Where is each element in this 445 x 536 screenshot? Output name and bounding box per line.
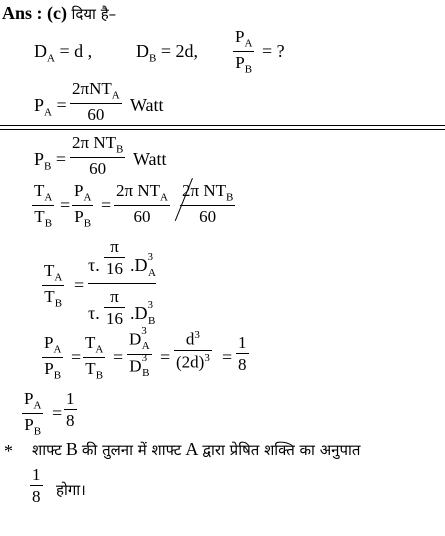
pb-lhs: $P_B$ = <box>34 149 67 173</box>
note-one-eighth: 1 8 <box>32 465 41 506</box>
note-tail: होगा। <box>56 481 86 499</box>
pb-unit: Watt <box>133 149 167 169</box>
given-question: = ? <box>262 41 285 61</box>
given-da: $D_A = d$ , <box>34 41 93 65</box>
answer-hindi-text: दिया है– <box>71 5 117 23</box>
chain-one-eighth: 1 8 <box>238 333 247 374</box>
torque-ratio-lhs: $T_A$ $T_B$ <box>44 261 63 310</box>
pa-fraction: 2πNT$_A$ 60 <box>72 79 120 125</box>
power-a-fraction: 2π $NT_A$ 60 <box>116 181 168 227</box>
pi-over-16-bottom: π 16 <box>106 287 123 328</box>
chain-d-over-2d: $d^3$ $(2d)^3$ <box>176 329 210 372</box>
chain-da-db: $D^3_A$ $D^3_B$ <box>129 325 150 380</box>
given-power-ratio: $P_A$ $P_B$ <box>235 27 253 76</box>
eq-sign: = <box>74 275 85 295</box>
pa-pb-fraction: $P_A$ $P_B$ <box>74 181 92 230</box>
pi-over-16-top: π 16 <box>106 237 123 278</box>
chain-pa-pb: $P_A$ $P_B$ <box>44 333 62 382</box>
eq-sign: = <box>101 195 112 215</box>
note-bullet: * <box>4 441 13 461</box>
answer-label: Ans : (c) <box>2 3 67 23</box>
pa-lhs: $P_A$ = <box>34 95 67 119</box>
note-text: शाफ्ट B की तुलना में शाफ्ट A द्वारा प्रेषित शक्ति का अनुपात <box>32 439 361 459</box>
eq-sign: = <box>60 195 71 215</box>
divider-rule-bottom <box>0 129 445 130</box>
result-pa-pb: $P_A$ $P_B$ <box>24 389 42 438</box>
pb-fraction: 2π $NT_B$ 60 <box>72 133 124 179</box>
divider-rule-top <box>0 125 445 126</box>
ta-tb-fraction: $T_A$ $T_B$ <box>34 181 53 230</box>
result-one-eighth: 1 8 <box>66 389 75 430</box>
power-b-fraction: 2π $NT_B$ 60 <box>182 181 234 227</box>
given-db: $D_B = 2d$, <box>136 41 198 65</box>
answer-line <box>2 4 116 22</box>
pa-unit: Watt <box>130 95 164 115</box>
chain-ta-tb: $T_A$ $T_B$ <box>85 333 104 382</box>
